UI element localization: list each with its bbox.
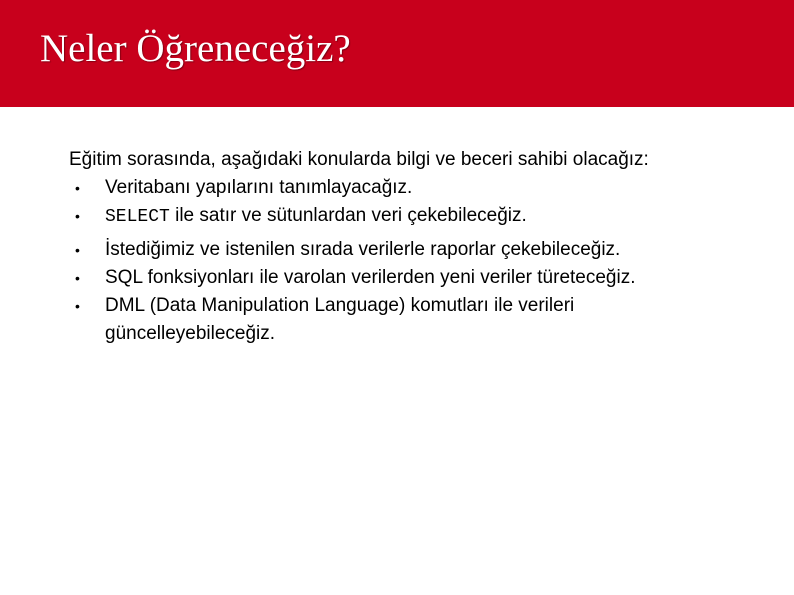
bullet-item-5 — [69, 292, 729, 348]
slide-title: Neler Öğreneceğiz? — [40, 27, 351, 70]
title-bar — [0, 0, 794, 107]
intro-text: Eğitim sorasında, aşağıdaki konularda bilgi ve beceri sahibi olacağız: — [69, 149, 649, 170]
bullet-icon: • — [75, 208, 80, 224]
bullet-text: DML (Data Manipulation Language) komutları ile verileri güncelleyebileceğiz. — [105, 295, 575, 344]
bullet-icon: • — [75, 242, 80, 258]
bullet-item-3 — [69, 236, 729, 264]
bullet-icon: • — [75, 298, 80, 314]
bullet-item-2 — [69, 202, 729, 231]
slide-content — [69, 146, 729, 348]
bullet-text: SQL fonksiyonları ile varolan verilerden yeni veriler türeteceğiz. — [105, 267, 636, 288]
bullet-code: SELECT — [105, 207, 170, 227]
bullet-text: Veritabanı yapılarını tanımlayacağız. — [105, 177, 413, 198]
bullet-item-4 — [69, 264, 729, 292]
bullet-text: İstediğimiz ve istenilen sırada verilerle raporlar çekebileceğiz. — [105, 239, 621, 260]
bullet-icon: • — [75, 270, 80, 286]
bullet-text: ile satır ve sütunlardan veri çekebileceğiz. — [169, 205, 527, 226]
bullet-item-1 — [69, 174, 729, 202]
bullet-icon: • — [75, 180, 80, 196]
bullet-list — [69, 174, 729, 348]
